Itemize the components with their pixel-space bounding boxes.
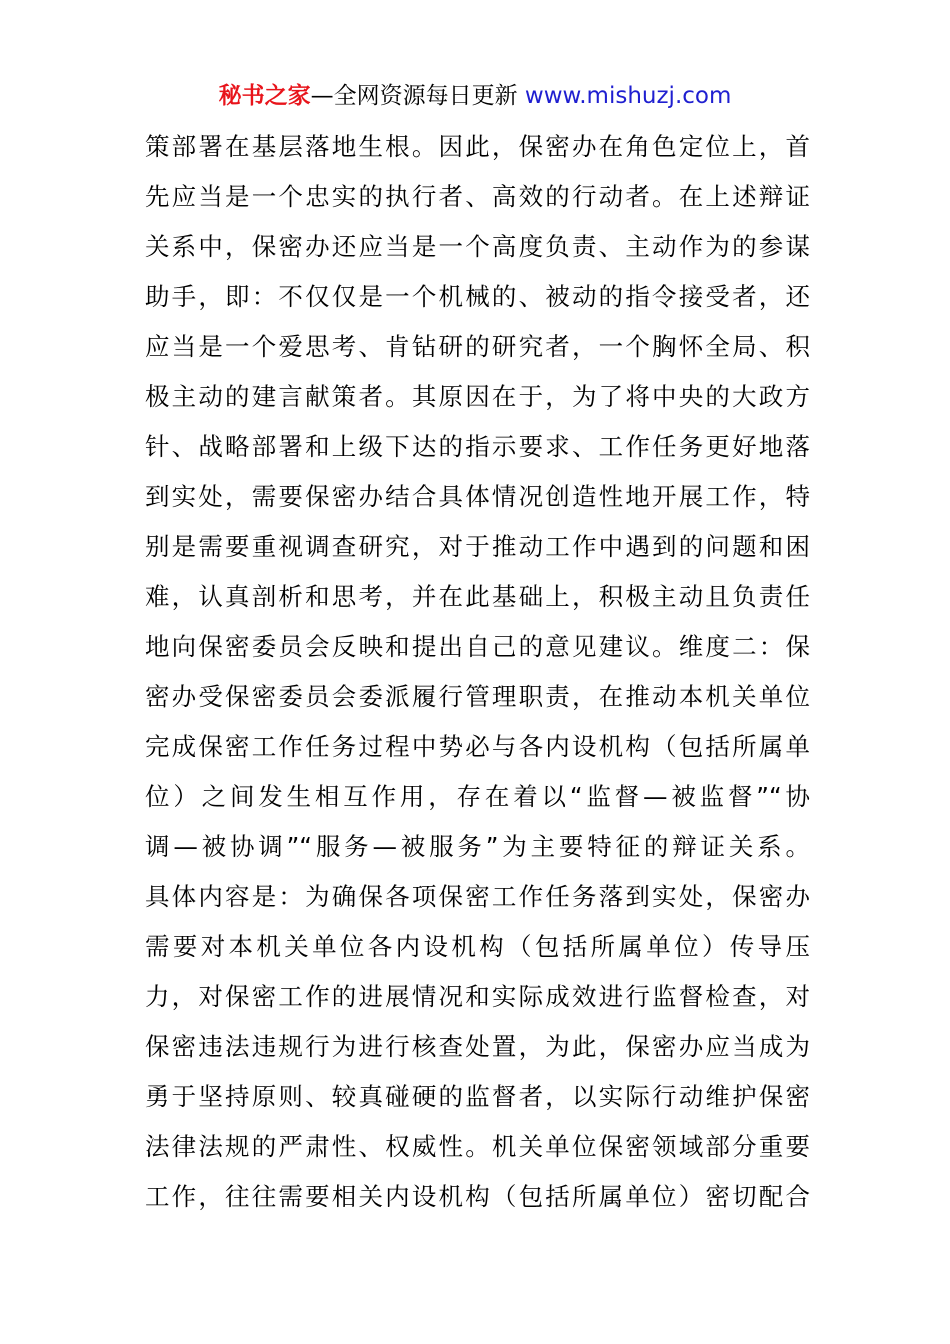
text-line: 应当是一个爱思考、肯钻研的研究者，一个胸怀全局、积 — [145, 332, 810, 361]
text-line: 位）之间发生相互作用，存在着以“监督—被监督”“协 — [145, 782, 810, 811]
text-line: 地向保密委员会反映和提出自己的意见建议。维度二：保 — [145, 632, 810, 661]
text-line: 先应当是一个忠实的执行者、高效的行动者。在上述辩证 — [145, 182, 810, 211]
site-brand: 秘书之家 — [218, 83, 311, 109]
text-line: 法律法规的严肃性、权威性。机关单位保密领域部分重要 — [145, 1132, 810, 1161]
site-tagline: —全网资源每日更新 — [310, 83, 525, 109]
text-line: 调—被协调”“服务—被服务”为主要特征的辩证关系。 — [145, 832, 810, 861]
text-line: 力，对保密工作的进展情况和实际成效进行监督检查，对 — [145, 982, 810, 1011]
text-line: 具体内容是：为确保各项保密工作任务落到实处，保密办 — [145, 882, 810, 911]
text-line: 助手，即：不仅仅是一个机械的、被动的指令接受者，还 — [145, 282, 810, 311]
text-line: 工作，往往需要相关内设机构（包括所属单位）密切配合 — [145, 1182, 810, 1211]
text-line: 完成保密工作任务过程中势必与各内设机构（包括所属单 — [145, 732, 810, 761]
text-line: 密办受保密委员会委派履行管理职责，在推动本机关单位 — [145, 682, 810, 711]
text-line: 针、战略部署和上级下达的指示要求、工作任务更好地落 — [145, 432, 810, 461]
document-body — [145, 122, 810, 1222]
text-line: 别是需要重视调查研究，对于推动工作中遇到的问题和困 — [145, 532, 810, 561]
text-line: 难，认真剖析和思考，并在此基础上，积极主动且负责任 — [145, 582, 810, 611]
text-line: 关系中，保密办还应当是一个高度负责、主动作为的参谋 — [145, 232, 810, 261]
site-url-link[interactable]: www.mishuzj.com — [524, 83, 732, 109]
text-line: 策部署在基层落地生根。因此，保密办在角色定位上，首 — [145, 132, 810, 161]
text-line: 保密违法违规行为进行核查处置，为此，保密办应当成为 — [145, 1032, 810, 1061]
text-line: 勇于坚持原则、较真碰硬的监督者，以实际行动维护保密 — [145, 1082, 810, 1111]
text-line: 到实处，需要保密办结合具体情况创造性地开展工作，特 — [145, 482, 810, 511]
text-line: 极主动的建言献策者。其原因在于，为了将中央的大政方 — [145, 382, 810, 411]
site-header — [0, 80, 950, 112]
text-line: 需要对本机关单位各内设机构（包括所属单位）传导压 — [145, 932, 810, 961]
